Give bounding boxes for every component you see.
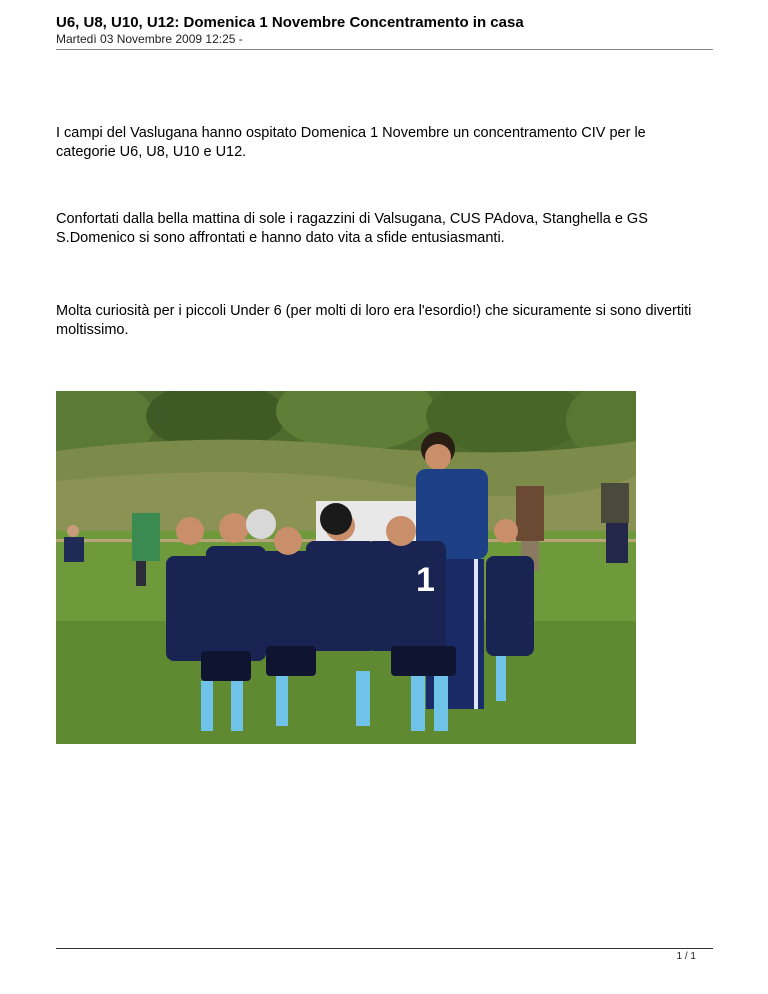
jersey-number: 1 xyxy=(416,561,435,599)
paragraph-3: Molta curiosità per i piccoli Under 6 (per molti di loro era l'esordio!) che sicuramente si sono divertiti moltissimo. xyxy=(56,303,692,338)
article-title: U6, U8, U10, U12: Domenica 1 Novembre Concentramento in casa xyxy=(56,14,524,31)
footer-divider xyxy=(56,948,713,949)
header-divider xyxy=(56,49,713,50)
page-header xyxy=(56,14,713,47)
page-number: 1 / 1 xyxy=(676,951,696,962)
paragraph-1: I campi del Vaslugana hanno ospitato Domenica 1 Novembre un concentramento CIV per le categorie U6, U8, U10 e U12. xyxy=(56,125,646,160)
rugby-team-photo xyxy=(56,391,636,744)
article-date: Martedì 03 Novembre 2009 12:25 - xyxy=(56,32,243,46)
paragraph-2: Confortati dalla bella mattina di sole i ragazzini di Valsugana, CUS PAdova, Stanghella e GS S.Domenico si sono affrontati e hanno dato vita a sfide entusiasmanti. xyxy=(56,211,648,246)
